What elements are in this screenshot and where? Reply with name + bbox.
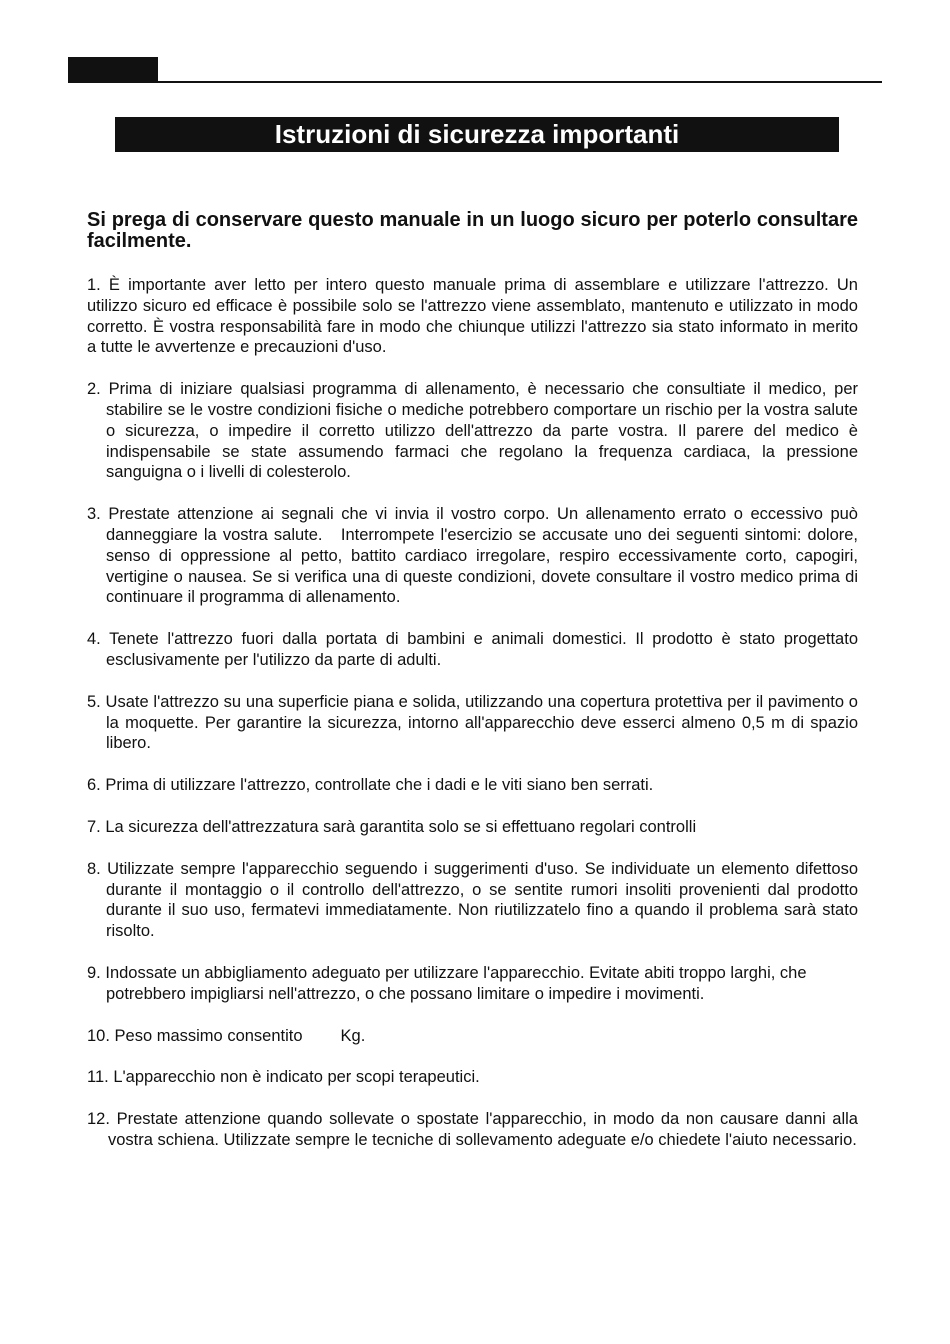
item-text: Prestate attenzione quando sollevate o spostate l'apparecchio, in modo da non causare danni alla vostra schiena. Utilizzate sempre le tecniche di sollevamento adeguate e/o chiedete l'aiuto necessario. [108,1110,858,1149]
item-text: Prima di utilizzare l'attrezzo, controllate che i dadi e le viti siano ben serrati. [105,776,654,795]
list-item-7 [87,817,858,838]
safety-list [87,275,863,1151]
list-item-8 [87,859,858,942]
item-number: 1. [87,276,101,294]
item-text: Utilizzate sempre l'apparecchio seguendo i suggerimenti d'uso. Se individuate un elemento difettoso durante il montaggio o il controllo dell'attrezzo, o se sentite rumori insoliti provenienti dal prodotto durante il suo uso, fermatevi immediatamente. Non riutilizzatelo fino a quando il problema sarà stato risolto. [106,859,858,941]
item-number: 7. [87,817,101,836]
item-text: L'apparecchio non è indicato per scopi terapeutici. [113,1068,480,1087]
list-item-5 [87,692,858,754]
item-number: 3. [87,505,101,524]
list-item-2 [87,379,858,483]
item-number: 6. [87,776,101,795]
item-text: Prima di iniziare qualsiasi programma di allenamento, è necessario che consultiate il medico, per stabilire se le vostre condizioni fisiche o mediche potrebbero comportare un rischio per la vostra salute o sicurezza, o impedire il corretto utilizzo dell'attrezzo da parte vostra. Il parere del medico è indispensabile se state assumendo farmaci che regolano la frequenza cardiaca, la pressione sanguigna o i livelli di colesterolo. [106,380,858,482]
page-title: Istruzioni di sicurezza importanti [115,117,839,152]
header-rule [68,81,882,83]
subtitle: Si prega di conservare questo manuale in un luogo sicuro per poterlo consultare facilmente. [87,209,858,252]
item-text: Peso massimo consentito [114,1026,303,1045]
item-number: 10. [87,1026,110,1045]
list-item-10 [87,1026,858,1047]
item-number: 5. [87,692,101,711]
item-number: 8. [87,859,101,878]
item-text: Prestate attenzione ai segnali che vi invia il vostro corpo. Un allenamento errato o eccessivo può danneggiare la vostra salute. Interrompete l'esercizio se accusate uno dei seguenti sintomi: dolore, senso di oppressione al petto, battito cardiaco irregolare, respiro eccessivamente corto, capogiri, vertigine o nausea. Se si verifica una di queste condizioni, dovete consultare il vostro medico prima di continuare il programma di allenamento. [106,505,863,607]
item-number: 11. [87,1068,109,1087]
list-item-11 [87,1067,858,1088]
item-text: Tenete l'attrezzo fuori dalla portata di bambini e animali domestici. Il prodotto è stato progettato esclusivamente per l'utilizzo da parte di adulti. [106,630,858,669]
item-number: 9. [87,963,101,982]
list-item-4 [87,629,858,671]
list-item-12 [87,1109,858,1151]
item-number: 4. [87,630,101,649]
list-item-1 [87,275,858,358]
list-item-3 [87,504,863,608]
weight-unit: Kg. [340,1026,366,1045]
item-number: 2. [87,380,101,399]
list-item-9 [87,963,858,1005]
item-number: 12. [87,1110,110,1129]
item-text: È importante aver letto per intero questo manuale prima di assemblare e utilizzare l'attrezzo. Un utilizzo sicuro ed efficace è possibile solo se l'attrezzo viene assemblato, mantenuto e utilizzato in modo corretto. È vostra responsabilità fare in modo che chiunque utilizzi l'attrezzo sia stato informato in merito a tutte le avvertenze e precauzioni d'uso. [87,276,858,357]
item-text: La sicurezza dell'attrezzatura sarà garantita solo se si effettuano regolari controlli [105,817,697,836]
item-text: Indossate un abbigliamento adeguato per utilizzare l'apparecchio. Evitate abiti troppo larghi, che potrebbero impigliarsi nell'attrezzo, o che possano limitare o impedire i movimenti. [105,963,807,1003]
header-tab-block [68,57,158,83]
list-item-6 [87,775,858,796]
item-text: Usate l'attrezzo su una superficie piana e solida, utilizzando una copertura protettiva per il pavimento o la moquette. Per garantire la sicurezza, intorno all'apparecchio deve esserci almeno 0,5 m di spazio libero. [105,692,858,753]
